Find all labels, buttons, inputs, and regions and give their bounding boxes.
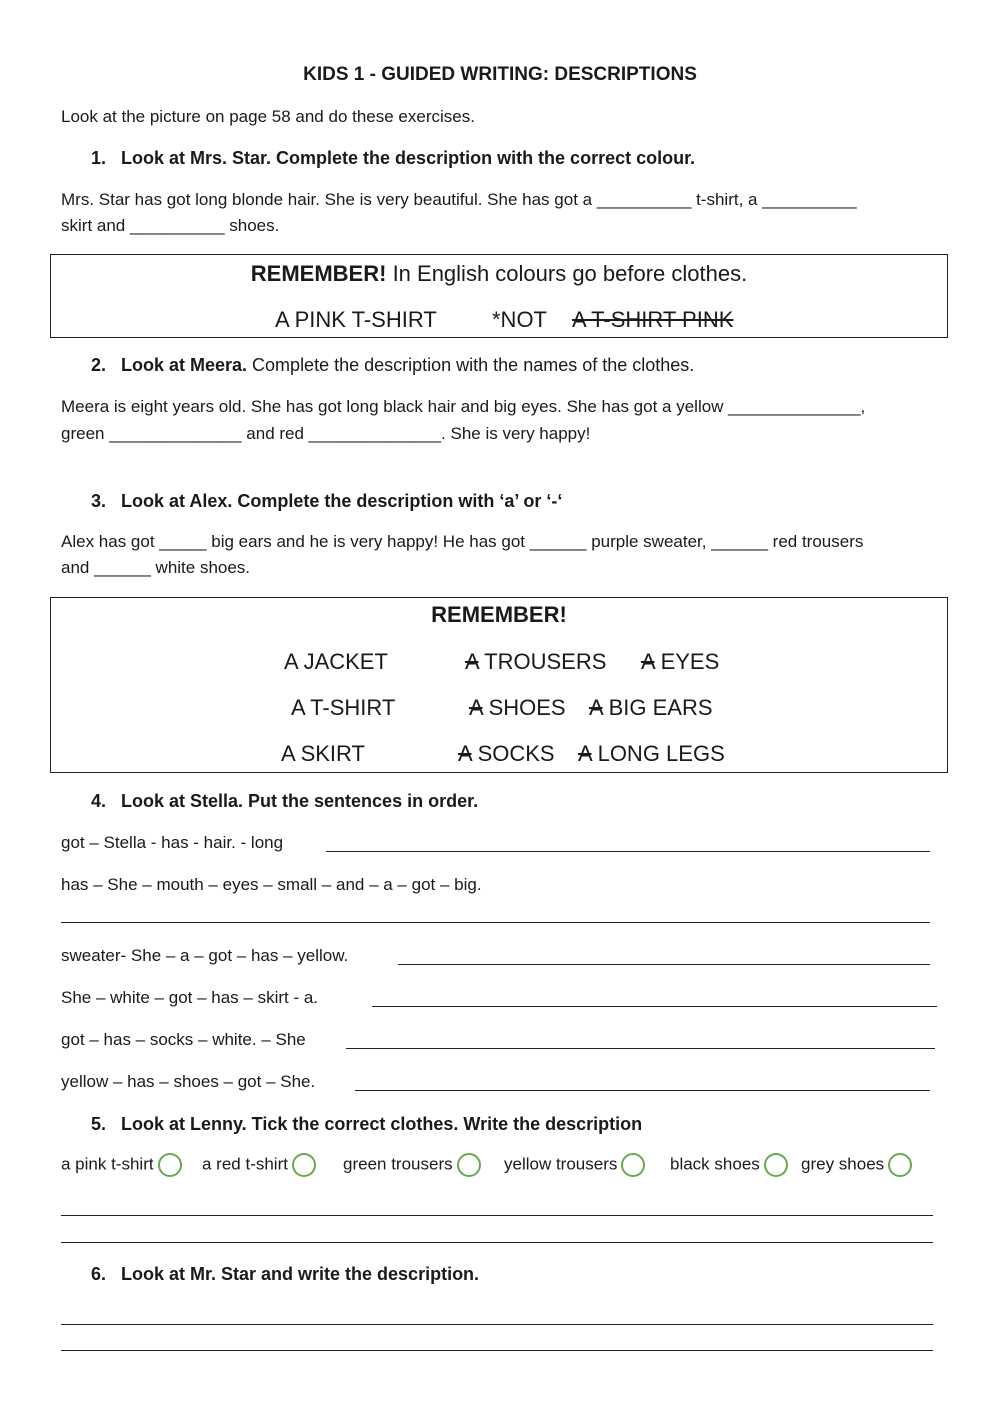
question-1-number: 1.	[91, 148, 107, 168]
sentence-1: got – Stella - has - hair. - long	[61, 833, 284, 852]
question-5-heading	[91, 1114, 642, 1135]
tick-option: black shoes	[670, 1153, 792, 1177]
question-5-text: Look at Lenny. Tick the correct clothes. Write the description	[121, 1114, 643, 1134]
tick-option: yellow trousers	[504, 1153, 649, 1177]
sentence-6: yellow – has – shoes – got – She.	[61, 1072, 316, 1091]
description-line[interactable]	[61, 1242, 933, 1243]
question-2-line-1: Meera is eight years old. She has got long black hair and big eyes. She has got a yellow ______________,	[61, 397, 866, 416]
question-2-heading	[91, 355, 694, 376]
remember-label: REMEMBER!	[250, 261, 387, 286]
tick-circle[interactable]	[621, 1153, 645, 1177]
question-4-number: 4.	[91, 791, 107, 811]
answer-line-3[interactable]	[398, 964, 930, 965]
question-3-heading	[91, 491, 562, 512]
intro-text: Look at the picture on page 58 and do these exercises.	[61, 107, 475, 126]
question-4-text: Look at Stella. Put the sentences in order.	[121, 791, 479, 811]
question-3-line-2: and ______ white shoes.	[61, 558, 251, 577]
question-1-text: Look at Mrs. Star. Complete the description with the correct colour.	[121, 148, 696, 168]
answer-line-1[interactable]	[326, 851, 930, 852]
tick-circle[interactable]	[888, 1153, 912, 1177]
example-correct: A PINK T-SHIRT	[275, 307, 437, 332]
question-1-line-2: skirt and __________ shoes.	[61, 216, 280, 235]
sentence-2: has – She – mouth – eyes – small – and – a – got – big.	[61, 875, 482, 894]
page-title: KIDS 1 - GUIDED WRITING: DESCRIPTIONS	[303, 64, 697, 85]
question-1-heading	[91, 148, 695, 169]
answer-line-5[interactable]	[346, 1048, 935, 1049]
question-6-heading	[91, 1264, 479, 1285]
article-example: A T-SHIRT	[291, 695, 396, 720]
question-3-text: Look at Alex. Complete the description with ‘a’ or ‘-‘	[121, 491, 563, 511]
question-3-number: 3.	[91, 491, 107, 511]
question-5-number: 5.	[91, 1114, 107, 1134]
article-example: A SKIRT	[281, 741, 365, 766]
answer-line-6[interactable]	[355, 1090, 930, 1091]
question-2-bold-text: Look at Meera.	[121, 355, 248, 375]
sentence-5: got – has – socks – white. – She	[61, 1030, 306, 1049]
article-example: A JACKET	[284, 649, 388, 674]
answer-line-2[interactable]	[61, 922, 930, 923]
article-example: A TROUSERS	[465, 649, 607, 674]
question-2-text: Complete the description with the names of the clothes.	[247, 355, 695, 375]
remember-box-colours	[50, 254, 948, 338]
remember-colours-rule: In English colours go before clothes.	[386, 261, 748, 286]
article-example: A SOCKS	[458, 741, 555, 766]
question-2-line-2: green ______________ and red ______________. She is very happy!	[61, 424, 591, 443]
question-3-line-1: Alex has got _____ big ears and he is very happy! He has got ______ purple sweater, ______ red trousers	[61, 532, 864, 551]
remember-box-articles-heading: REMEMBER!	[431, 602, 567, 627]
remember-box-colours-heading	[51, 261, 947, 287]
article-example: A LONG LEGS	[578, 741, 725, 766]
question-6-text: Look at Mr. Star and write the description.	[121, 1264, 480, 1284]
tick-circle[interactable]	[457, 1153, 481, 1177]
article-example: A BIG EARS	[589, 695, 713, 720]
article-example: A EYES	[641, 649, 720, 674]
tick-circle[interactable]	[764, 1153, 788, 1177]
answer-line-4[interactable]	[372, 1006, 937, 1007]
example-not-label: *NOT	[492, 307, 547, 332]
question-4-heading	[91, 791, 478, 812]
description-line[interactable]	[61, 1215, 933, 1216]
question-1-line-1: Mrs. Star has got long blonde hair. She is very beautiful. She has got a __________ t-shirt, a __________	[61, 190, 857, 209]
tick-circle[interactable]	[292, 1153, 316, 1177]
description-line[interactable]	[61, 1350, 933, 1351]
question-2-number: 2.	[91, 355, 107, 375]
remember-box-articles	[50, 597, 948, 773]
sentence-3: sweater- She – a – got – has – yellow.	[61, 946, 349, 965]
example-wrong: A T-SHIRT PINK	[572, 307, 734, 332]
tick-option: grey shoes	[801, 1153, 916, 1177]
sentence-4: She – white – got – has – skirt - a.	[61, 988, 319, 1007]
tick-option: a red t-shirt	[202, 1153, 320, 1177]
tick-option: a pink t-shirt	[61, 1153, 186, 1177]
article-example: A SHOES	[469, 695, 566, 720]
tick-option: green trousers	[343, 1153, 485, 1177]
tick-circle[interactable]	[158, 1153, 182, 1177]
description-line[interactable]	[61, 1324, 933, 1325]
question-6-number: 6.	[91, 1264, 107, 1284]
